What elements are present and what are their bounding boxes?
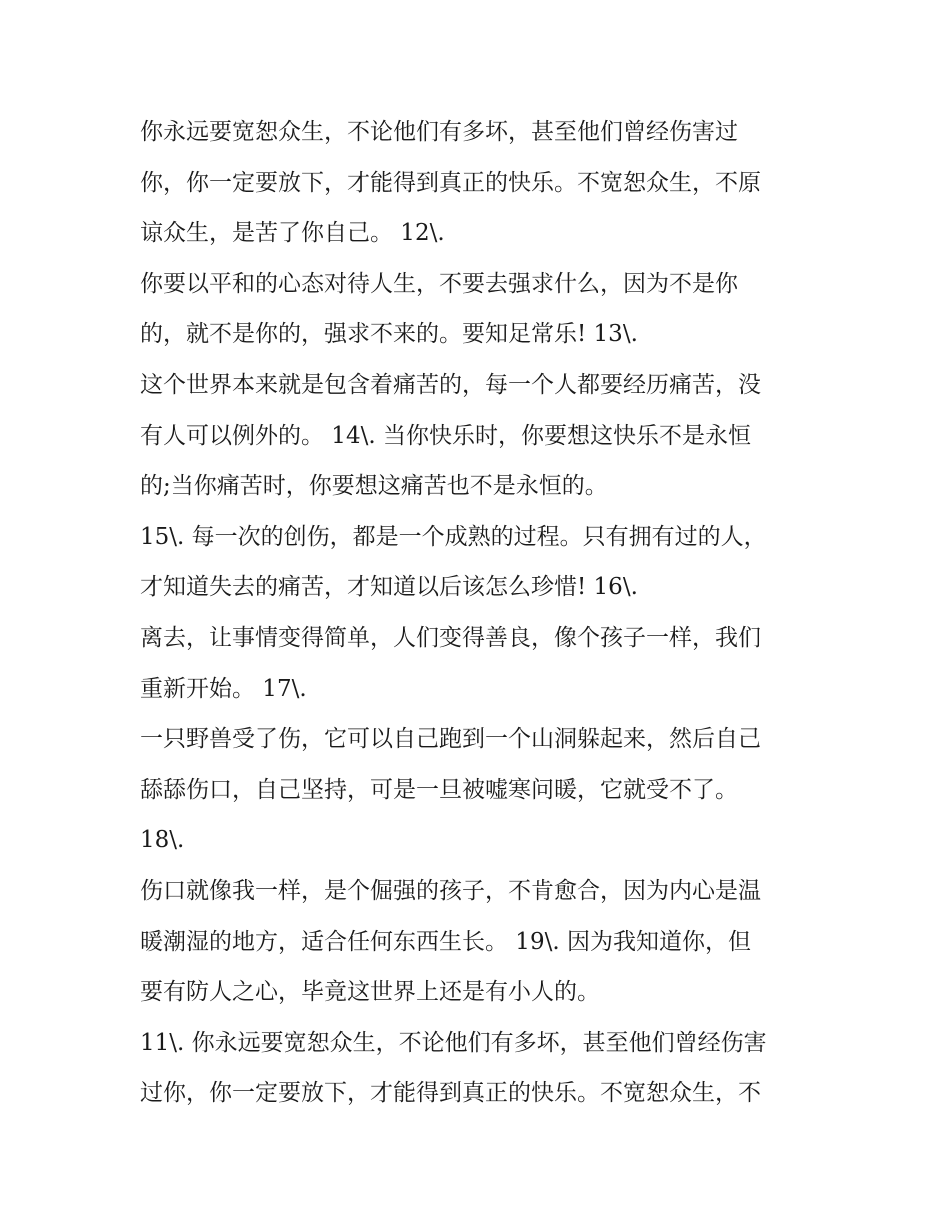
text-line-11: 离去，让事情变得简单，人们变得善良，像个孩子一样，我们: [140, 624, 761, 651]
text-line-5: 的，就不是你的，强求不来的。要知足常乐! 13\.: [140, 321, 638, 348]
text-line-1: 你永远要宽恕众生，不论他们有多坏，甚至他们曾经伤害过: [140, 119, 738, 145]
text-line-16: 伤口就像我一样，是个倔强的孩子，不肯愈合，因为内心是温: [140, 877, 761, 904]
text-line-10: 才知道失去的痛苦，才知道以后该怎么珍惜! 16\.: [140, 574, 638, 601]
text-line-18: 要有防人之心，毕竟这世界上还是有小人的。: [140, 979, 600, 1006]
text-line-8: 的;当你痛苦时，你要想这痛苦也不是永恒的。: [140, 473, 608, 500]
text-line-9: 15\. 每一次的创伤，都是一个成熟的过程。只有拥有过的人，: [140, 523, 767, 550]
text-line-12: 重新开始。 17\.: [140, 675, 307, 702]
text-line-4: 你要以平和的心态对待人生，不要去强求什么，因为不是你: [140, 270, 738, 297]
text-line-7: 有人可以例外的。 14\. 当你快乐时，你要想这快乐不是永恒: [140, 422, 751, 449]
text-line-2: 你，你一定要放下，才能得到真正的快乐。不宽恕众生，不原: [140, 169, 761, 196]
text-line-19: 11\. 你永远要宽恕众生，不论他们有多坏，甚至他们曾经伤害: [140, 1029, 767, 1056]
text-line-20: 过你，你一定要放下，才能得到真正的快乐。不宽恕众生，不: [140, 1080, 761, 1107]
body-text: [140, 107, 830, 1119]
text-line-6: 这个世界本来就是包含着痛苦的，每一个人都要经历痛苦，没: [140, 371, 761, 398]
text-line-14: 舔舔伤口，自己坚持，可是一旦被嘘寒问暖，它就受不了。: [140, 776, 738, 803]
text-line-13: 一只野兽受了伤，它可以自己跑到一个山洞躲起来，然后自己: [140, 726, 761, 753]
text-line-3: 谅众生，是苦了你自己。 12\.: [140, 220, 445, 247]
text-line-17: 暖潮湿的地方，适合任何东西生长。 19\. 因为我知道你，但: [140, 928, 751, 955]
text-line-15: 18\.: [140, 827, 185, 854]
